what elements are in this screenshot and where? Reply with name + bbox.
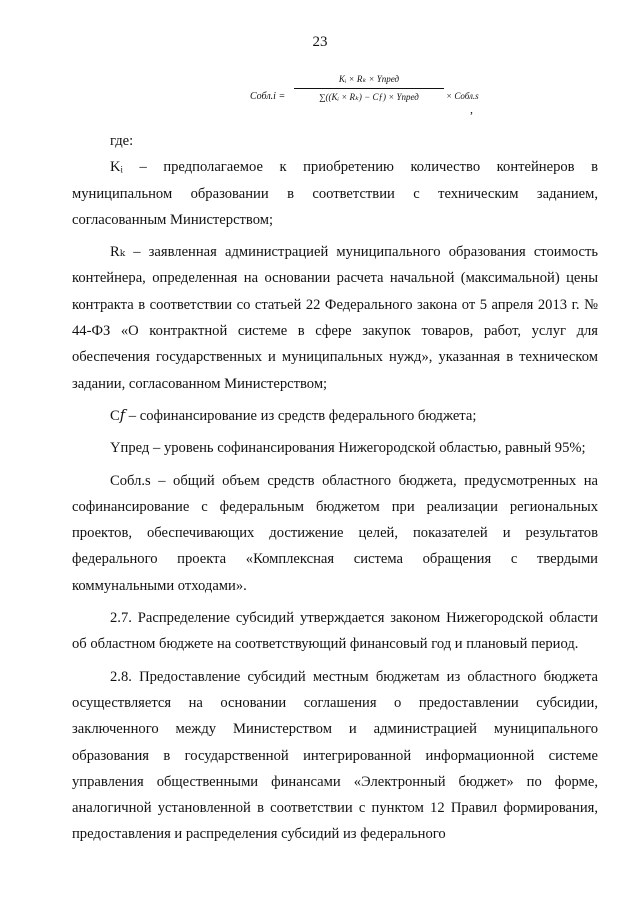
formula-denominator: ∑((Kᵢ × Rₖ) − Cƒ) × Yпред <box>319 92 419 102</box>
formula-lhs: Cобл.i = <box>250 91 286 102</box>
document-body <box>72 128 598 854</box>
paragraph-ki: Kᵢ – предполагаемое к приобретению количество контейнеров в муниципальном образовании в соответствии с техническим заданием, согласованным Министерством; <box>72 159 598 228</box>
paragraph-rk: Rₖ – заявленная администрацией муниципального образования стоимость контейнера, определенная на основании расчета начальной (максимальной) цены контракта в соответствии со статьей 22 Федерального закона от 5 апреля 2013 г. № 44-ФЗ «О контрактной системе в сфере закупок товаров, работ, услуг для обеспечения государственных и муниципальных нужд», указанная в техническом задании, согласованном Министерством; <box>72 244 598 392</box>
page-number: 23 <box>312 34 328 50</box>
paragraph-cf: C𝑓 – софинансирование из средств федерального бюджета; <box>110 407 477 424</box>
formula-trailing-comma: , <box>470 102 473 116</box>
paragraph-ypred: Yпред – уровень софинансирования Нижегородской областью, равный 95%; <box>110 440 586 457</box>
formula-fraction <box>294 74 444 103</box>
paragraph-cobls: Cобл.s – общий объем средств областного бюджета, предусмотренных на софинансирование с федеральным бюджетом при реализации региональных проектов, обеспечивающих достижение целей, показателей и результатов федерального проекта «Комплексная система обращения с твердыми коммунальными отходами». <box>72 472 598 594</box>
formula-numerator: Kᵢ × Rₖ × Yпред <box>338 74 400 84</box>
paragraph-where: где: <box>110 133 134 149</box>
paragraph-2-7: 2.7. Распределение субсидий утверждается законом Нижегородской области об областном бюджете на соответствующий финансовый год и плановый период. <box>72 610 598 653</box>
formula <box>236 72 486 120</box>
formula-rhs: × Cобл.s <box>446 91 479 101</box>
paragraph-2-8: 2.8. Предоставление субсидий местным бюджетам из областного бюджета осуществляется на основании соглашения о предоставлении субсидии, заключенного между Министерством и администрацией муниципального образования в государственной интегрированной информационной системе управления общественными финансами «Электронный бюджет» по форме, аналогичной установленной в соответствии с пунктом 12 Правил формирования, предоставления и распределения субсидий из федерального <box>72 668 598 843</box>
